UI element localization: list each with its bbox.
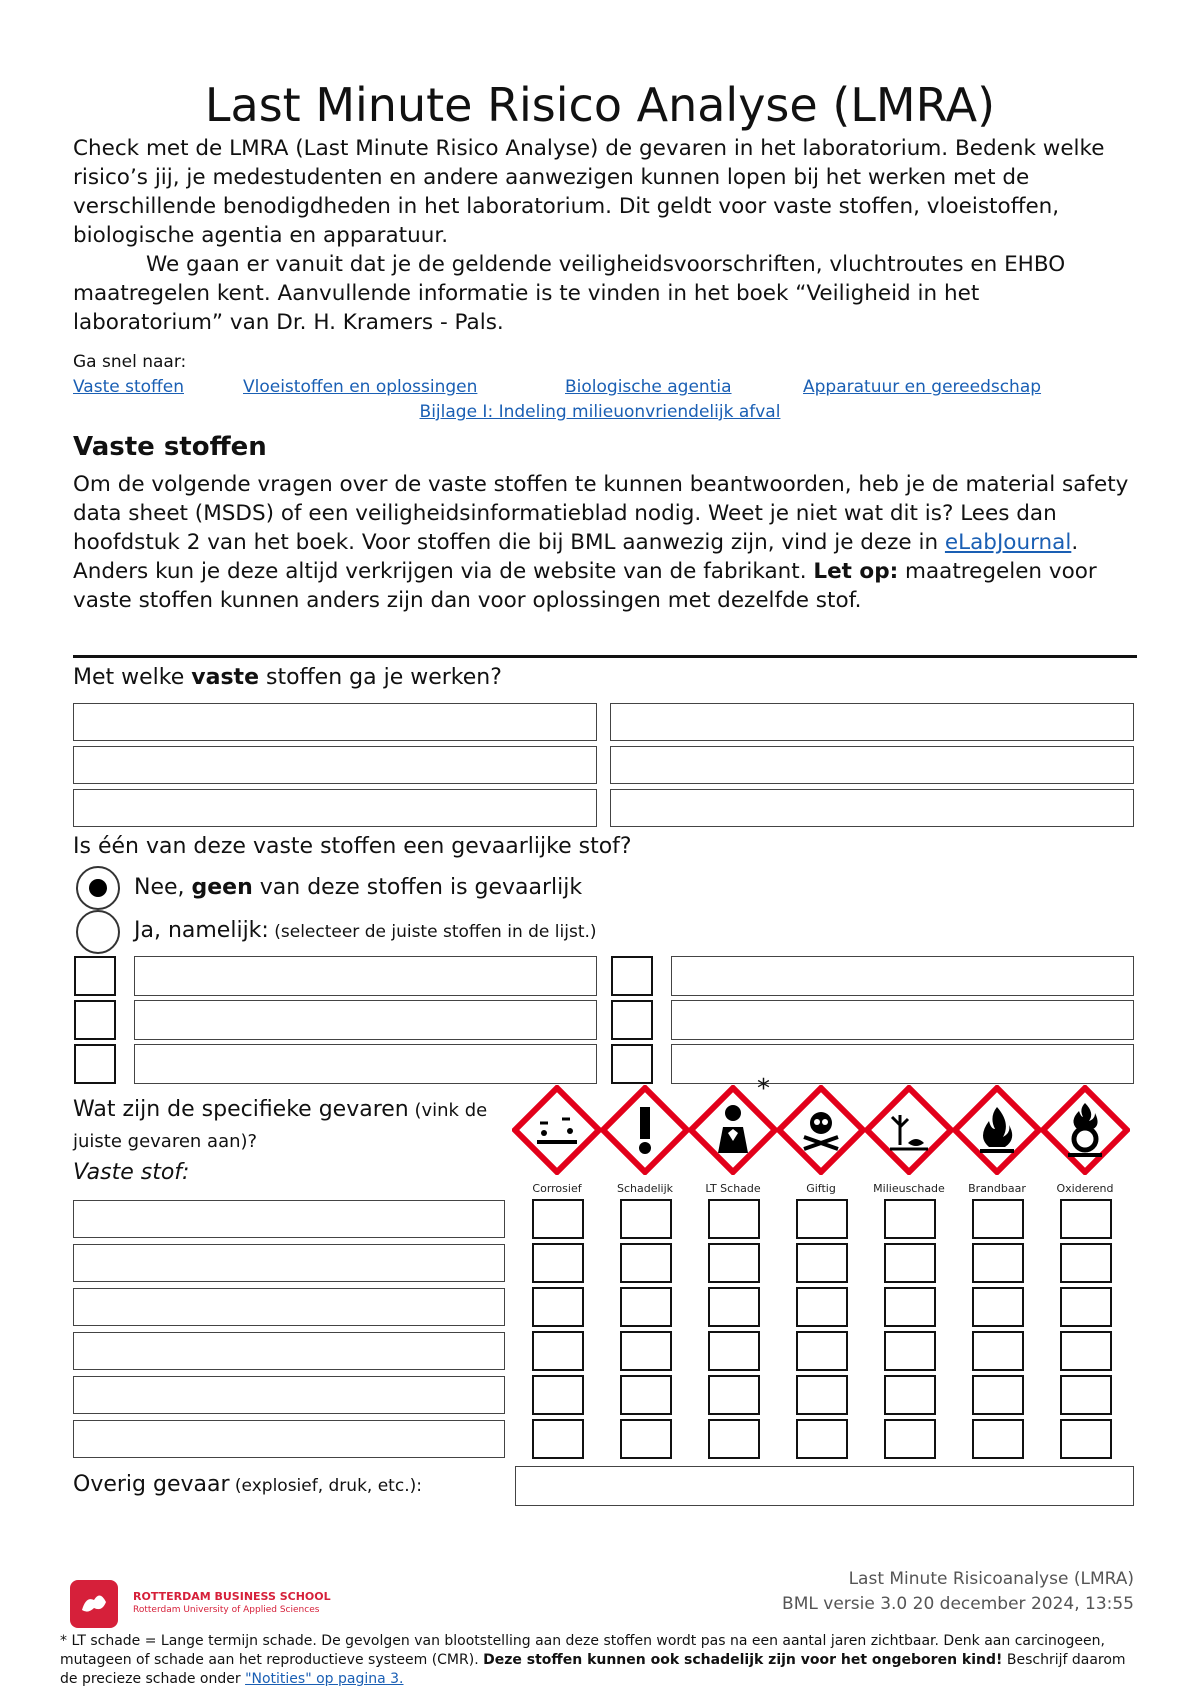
hazard-checkbox-milieuschade[interactable] (884, 1243, 936, 1283)
hazard-select-checkbox[interactable] (611, 956, 653, 996)
hazard-checkbox-oxiderend[interactable] (1060, 1243, 1112, 1283)
hazard-solid-input[interactable] (73, 1420, 505, 1458)
solid-input-1[interactable] (73, 703, 597, 741)
hazard-checkbox-schadelijk[interactable] (620, 1375, 672, 1415)
hazard-checkbox-lt-schade[interactable] (708, 1199, 760, 1239)
hazard-checkbox-giftig[interactable] (796, 1331, 848, 1371)
divider (73, 655, 1137, 658)
hazard-select-dropdown[interactable] (134, 1000, 597, 1040)
hazard-label-lt-schade: LT Schade (705, 1182, 761, 1195)
footnote: * LT schade = Lange termijn schade. De gevolgen van blootstelling aan deze stoffen wordt pas na een aantal jaren zichtbaar. Denk aan carcinogeen, mutageen of schade aan het reproductieve systeem (CMR). Deze stoffen kunnen ook schadelijk zijn voor het ongeboren kind! Beschrijf daarom de precieze schade onder "Notities" op pagina 3. (60, 1633, 1126, 1687)
hazard-checkbox-lt-schade[interactable] (708, 1375, 760, 1415)
other-hazard-input[interactable] (515, 1466, 1134, 1506)
hazard-checkbox-brandbaar[interactable] (972, 1243, 1024, 1283)
intro-paragraph: Check met de LMRA (Last Minute Risico Analyse) de gevaren in het laboratorium. Bedenk welke risico’s jij, je medestudenten en andere aanwezigen kunnen lopen bij het werken met de verschillende benodigdheden in het laboratorium. Dit geldt voor vaste stoffen, vloeistoffen, biologische agentia en apparatuur. (73, 136, 1105, 248)
hazard-checkbox-lt-schade[interactable] (708, 1287, 760, 1327)
lt-asterisk: * (757, 1074, 770, 1104)
hazard-checkbox-schadelijk[interactable] (620, 1243, 672, 1283)
hazard-solid-input[interactable] (73, 1376, 505, 1414)
hazard-label-brandbaar: Brandbaar (968, 1182, 1026, 1195)
hazard-checkbox-giftig[interactable] (796, 1375, 848, 1415)
hazard-select-dropdown[interactable] (134, 956, 597, 996)
footer-doc-title: Last Minute Risicoanalyse (LMRA) (848, 1569, 1134, 1589)
hazard-label-giftig: Giftig (806, 1182, 836, 1195)
hazard-checkbox-brandbaar[interactable] (972, 1419, 1024, 1459)
question-hazardous: Is één van deze vaste stoffen een gevaarlijke stof? (73, 834, 632, 859)
hazard-checkbox-oxiderend[interactable] (1060, 1199, 1112, 1239)
hazard-checkbox-brandbaar[interactable] (972, 1199, 1024, 1239)
question-specific-hazards: Wat zijn de specifieke gevaren (vink de juiste gevaren aan)? (73, 1097, 488, 1152)
nav-link-vloeistoffen[interactable]: Vloeistoffen en oplossingen (243, 377, 478, 397)
radio-ja[interactable] (76, 910, 120, 954)
nav-label: Ga snel naar: (73, 352, 187, 372)
question-solids: Met welke vaste stoffen ga je werken? (73, 665, 502, 690)
hazard-select-dropdown[interactable] (671, 956, 1134, 996)
hazard-checkbox-milieuschade[interactable] (884, 1375, 936, 1415)
hazard-checkbox-giftig[interactable] (796, 1419, 848, 1459)
hazard-checkbox-brandbaar[interactable] (972, 1287, 1024, 1327)
nav-link-bijlage[interactable]: Bijlage I: Indeling milieuonvriendelijk afval (419, 402, 781, 422)
hazard-checkbox-schadelijk[interactable] (620, 1199, 672, 1239)
hazard-label-schadelijk: Schadelijk (616, 1182, 674, 1195)
hazard-checkbox-oxiderend[interactable] (1060, 1419, 1112, 1459)
hazard-select-checkbox[interactable] (74, 1000, 116, 1040)
footer-version: BML versie 3.0 20 december 2024, 13:55 (782, 1594, 1134, 1614)
hazard-checkbox-lt-schade[interactable] (708, 1243, 760, 1283)
logo-subtitle: Rotterdam University of Applied Sciences (133, 1605, 320, 1615)
hazard-checkbox-schadelijk[interactable] (620, 1419, 672, 1459)
hazard-select-dropdown[interactable] (134, 1044, 597, 1084)
hazard-checkbox-giftig[interactable] (796, 1243, 848, 1283)
hazard-checkbox-giftig[interactable] (796, 1287, 848, 1327)
hazard-select-checkbox[interactable] (611, 1044, 653, 1084)
rbs-logo-icon (70, 1580, 118, 1628)
nav-link-apparatuur[interactable]: Apparatuur en gereedschap (803, 377, 1042, 397)
hazard-checkbox-schadelijk[interactable] (620, 1287, 672, 1327)
section-heading: Vaste stoffen (73, 432, 267, 462)
intro-paragraph-2: We gaan er vanuit dat je de geldende veiligheidsvoorschriften, vluchtroutes en EHBO maatregelen kent. Aanvullende informatie is te vinden in het boek “Veiligheid in het laboratorium” van Dr. H. Kramers - Pals. (73, 252, 1066, 335)
hazard-select-checkbox[interactable] (74, 1044, 116, 1084)
hazard-checkbox-corrosief[interactable] (532, 1243, 584, 1283)
hazard-checkbox-schadelijk[interactable] (620, 1331, 672, 1371)
hazard-checkbox-milieuschade[interactable] (884, 1419, 936, 1459)
oxidizer-icon (1040, 1085, 1130, 1175)
hazard-label-corrosief: Corrosief (532, 1182, 582, 1195)
radio-nee[interactable] (76, 866, 120, 910)
environment-icon (864, 1085, 954, 1175)
solid-input-3[interactable] (73, 746, 597, 784)
nav-link-biologische-agentia[interactable]: Biologische agentia (565, 377, 732, 397)
hazard-checkbox-lt-schade[interactable] (708, 1331, 760, 1371)
hazard-checkbox-milieuschade[interactable] (884, 1331, 936, 1371)
hazard-select-dropdown[interactable] (671, 1000, 1134, 1040)
hazard-label-oxiderend: Oxiderend (1056, 1182, 1114, 1195)
logo-name: ROTTERDAM BUSINESS SCHOOL (133, 1590, 331, 1603)
notities-link[interactable]: "Notities" op pagina 3. (245, 1671, 404, 1687)
hazard-solid-input[interactable] (73, 1200, 505, 1238)
hazard-solid-input[interactable] (73, 1244, 505, 1282)
hazard-solid-input[interactable] (73, 1288, 505, 1326)
hazard-checkbox-corrosief[interactable] (532, 1331, 584, 1371)
hazard-checkbox-corrosief[interactable] (532, 1199, 584, 1239)
hazard-checkbox-brandbaar[interactable] (972, 1375, 1024, 1415)
exclamation-icon (600, 1085, 690, 1175)
solid-input-6[interactable] (610, 789, 1134, 827)
hazard-checkbox-corrosief[interactable] (532, 1419, 584, 1459)
hazard-checkbox-oxiderend[interactable] (1060, 1375, 1112, 1415)
skull-icon (776, 1085, 866, 1175)
hazard-checkbox-corrosief[interactable] (532, 1287, 584, 1327)
hazard-checkbox-giftig[interactable] (796, 1199, 848, 1239)
hazard-select-checkbox[interactable] (611, 1000, 653, 1040)
page-title: Last Minute Risico Analyse (LMRA) (204, 78, 996, 132)
other-hazard-label: Overig gevaar (explosief, druk, etc.): (73, 1472, 422, 1497)
hazard-checkbox-brandbaar[interactable] (972, 1331, 1024, 1371)
hazard-checkbox-milieuschade[interactable] (884, 1199, 936, 1239)
solid-column-label: Vaste stof: (73, 1160, 190, 1185)
hazard-checkbox-corrosief[interactable] (532, 1375, 584, 1415)
solid-input-4[interactable] (610, 746, 1134, 784)
section-paragraph: Om de volgende vragen over de vaste stoffen te kunnen beantwoorden, heb je de material safety data sheet (MSDS) of een veiligheidsinformatieblad nodig. Weet je niet wat dit is? Lees dan hoofdstuk 2 van het boek. Voor stoffen die bij BML aanwezig zijn, vind je deze in eLabJournal. Anders kun je deze altijd verkrijgen via de website van de fabrikant. Let op: maatregelen voor vaste stoffen kunnen anders zijn dan voor oplossingen met dezelfde stof. (73, 472, 1129, 613)
hazard-checkbox-lt-schade[interactable] (708, 1419, 760, 1459)
radio-nee-label: Nee, geen van deze stoffen is gevaarlijk (134, 875, 583, 900)
solid-input-5[interactable] (73, 789, 597, 827)
radio-ja-label: Ja, namelijk: (selecteer de juiste stoffen in de lijst.) (134, 918, 597, 943)
hazard-solid-input[interactable] (73, 1332, 505, 1370)
hazard-label-milieuschade: Milieuschade (873, 1182, 945, 1195)
hazard-checkbox-oxiderend[interactable] (1060, 1331, 1112, 1371)
hazard-checkbox-oxiderend[interactable] (1060, 1287, 1112, 1327)
hazard-checkbox-milieuschade[interactable] (884, 1287, 936, 1327)
hazard-select-checkbox[interactable] (74, 956, 116, 996)
corrosive-icon (512, 1085, 602, 1175)
nav-link-vaste-stoffen[interactable]: Vaste stoffen (73, 377, 184, 397)
hazard-select-dropdown[interactable] (671, 1044, 1134, 1084)
flame-icon (952, 1085, 1042, 1175)
solid-input-2[interactable] (610, 703, 1134, 741)
elabjournal-link[interactable]: eLabJournal (944, 530, 1072, 555)
